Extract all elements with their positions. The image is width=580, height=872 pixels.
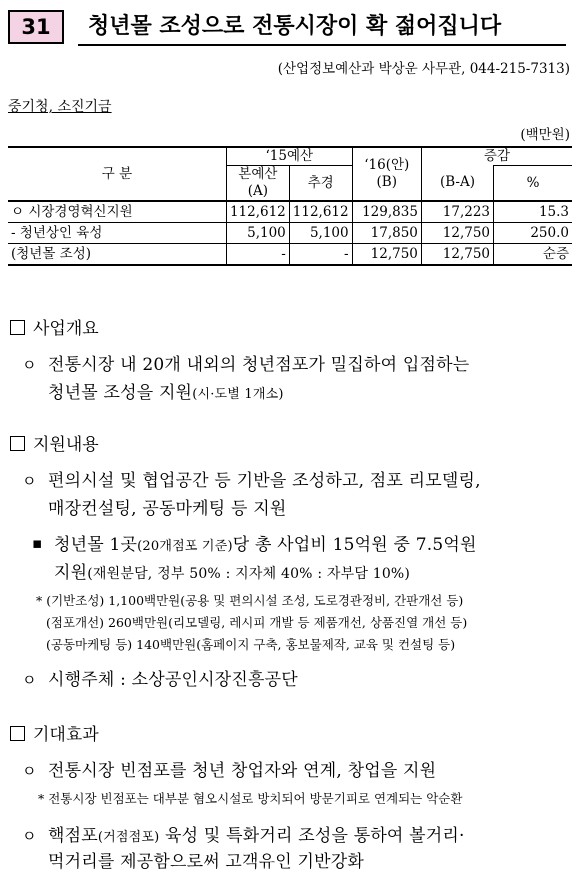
header-budget16 <box>352 147 421 201</box>
support-sub-line2-note: (재원분담, 정부 50% : 지자체 40% : 자부담 10%) <box>87 566 411 582</box>
row-label: (청년몰 조성) <box>8 244 226 266</box>
cell-supplementary: - <box>289 244 352 266</box>
support-text-line1: 편의시설 및 협업공간 등 기반을 조성하고, 점포 리모델링, <box>48 471 481 491</box>
square-bullet-icon <box>10 320 25 335</box>
support-note-1: * (기반조성) 1,100백만원(공용 및 편의시설 조성, 도로경관정비, 간판개선 등) <box>36 593 464 608</box>
overview-text-note: (시·도별 1개소) <box>192 387 284 402</box>
table-row <box>8 201 572 223</box>
support-text-line2: 매장컨설팅, 공동마케팅 등 지원 <box>48 499 287 519</box>
header-main-budget <box>226 166 289 202</box>
row-label: ㅇ 시장경영혁신지원 <box>8 201 226 223</box>
effect-text-line3: 먹거리를 제공함으로써 고객유인 기반강화 <box>48 852 365 872</box>
section-effect-heading <box>10 720 99 745</box>
support-note-2: (점포개선) 260백만원(리모델링, 레시피 개발 등 제품개선, 상품진열 개선 등) <box>46 615 468 630</box>
row-label: - 청년상인 육성 <box>8 223 226 244</box>
circle-bullet-icon: ㅇ <box>22 762 37 780</box>
cell-supplementary: 5,100 <box>289 223 352 244</box>
cell-supplementary: 112,612 <box>289 201 352 223</box>
cell-change: 17,223 <box>421 201 493 223</box>
header-percent: % <box>494 166 572 202</box>
overview-text-line2 <box>48 378 284 403</box>
circle-bullet-icon: ㅇ <box>22 827 37 845</box>
section-support-heading <box>10 430 99 455</box>
section-overview-heading <box>10 314 99 339</box>
support-sub-b: (20개점포 기준) <box>137 539 233 554</box>
square-bullet-icon <box>10 436 25 451</box>
circle-bullet-icon: ㅇ <box>22 671 37 689</box>
unit-label: (백만원) <box>520 127 570 143</box>
circle-bullet-icon: ㅇ <box>22 472 37 490</box>
section-number-badge: 31 <box>8 10 64 44</box>
support-note-3: (공동마케팅 등) 140백만원(홈페이지 구축, 홍보물제작, 교육 및 컨설팅 등) <box>46 637 456 652</box>
support-sub-line2 <box>54 558 410 583</box>
header-budget15: ‘15예산 <box>226 147 352 166</box>
header-budget16-sub: (B) <box>376 174 397 190</box>
header-main-label: 본예산 <box>238 166 278 182</box>
section-support-title: 지원내용 <box>33 435 99 455</box>
table-row <box>8 223 572 244</box>
support-sub-line1 <box>54 530 477 555</box>
header-category: 구 분 <box>8 147 226 201</box>
header-change: 증감 <box>421 147 572 166</box>
header-budget16-label: ‘16(안) <box>364 157 410 173</box>
effect-note: * 전통시장 빈점포는 대부분 혐오시설로 방치되어 방문기피로 연계되는 악순환 <box>38 791 463 806</box>
header-supplementary: 추경 <box>289 166 352 202</box>
small-square-bullet-icon: ▪ <box>32 534 43 552</box>
effect-item2-b: (거점점포) <box>97 830 160 845</box>
section-overview-title: 사업개요 <box>33 319 99 339</box>
circle-bullet-icon: ㅇ <box>22 356 37 374</box>
cell-percent: 15.3 <box>494 201 572 223</box>
effect-item2-c: 육성 및 특화거리 조성을 통하여 볼거리· <box>159 826 465 846</box>
cell-budget16: 17,850 <box>352 223 421 244</box>
support-sub-a: 청년몰 1곳 <box>54 535 138 555</box>
overview-text-line1: 전통시장 내 20개 내외의 청년점포가 밀집하여 입점하는 <box>48 355 470 375</box>
header-main-sub: (A) <box>247 183 268 199</box>
contact-info: (산업정보예산과 박상운 사무관, 044-215-7313) <box>277 61 570 77</box>
support-sub-c: 당 총 사업비 15억원 중 7.5억원 <box>232 535 477 555</box>
section-effect-title: 기대효과 <box>33 725 99 745</box>
support-sub-line2-main: 지원 <box>54 563 88 583</box>
cell-change: 12,750 <box>421 244 493 266</box>
cell-percent: 순증 <box>494 244 572 266</box>
effect-text-line2 <box>48 821 465 846</box>
ministry-label: 중기청, 소진기금 <box>8 99 112 115</box>
square-bullet-icon <box>10 726 25 741</box>
page-title: 청년몰 조성으로 전통시장이 확 젊어집니다 <box>78 10 566 46</box>
effect-item2-a: 핵점포 <box>48 826 98 846</box>
cell-budget16: 12,750 <box>352 244 421 266</box>
budget-table <box>8 146 572 266</box>
cell-change: 12,750 <box>421 223 493 244</box>
cell-main-budget: 112,612 <box>226 201 289 223</box>
overview-text-main: 청년몰 조성을 지원 <box>48 383 193 403</box>
effect-text-line1: 전통시장 빈점포를 청년 창업자와 연계, 창업을 지원 <box>48 761 437 781</box>
cell-main-budget: 5,100 <box>226 223 289 244</box>
cell-main-budget: - <box>226 244 289 266</box>
cell-budget16: 129,835 <box>352 201 421 223</box>
support-executor: 시행주체 : 소상공인시장진흥공단 <box>48 670 298 690</box>
header-change-sub: (B-A) <box>421 166 493 202</box>
cell-percent: 250.0 <box>494 223 572 244</box>
table-row <box>8 244 572 266</box>
